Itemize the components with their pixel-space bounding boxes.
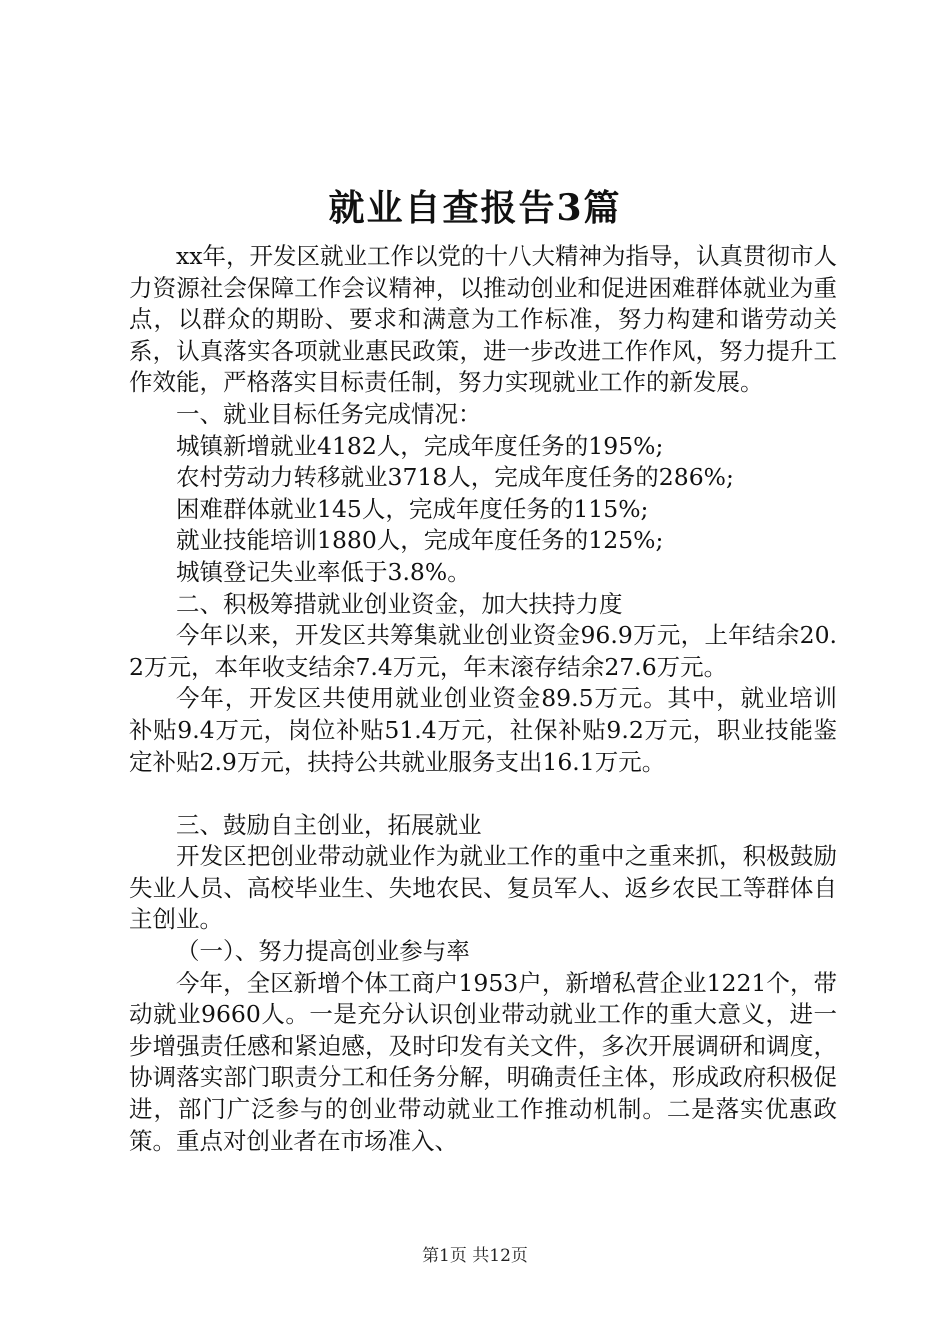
list-item-unemployment-rate: 城镇登记失业率低于3.8%。 xyxy=(176,557,471,586)
section-heading-2: 二、积极筹措就业创业资金，加大扶持力度 xyxy=(176,589,623,618)
paragraph-funds-used: 今年，开发区共使用就业创业资金89.5万元。其中，就业培训补贴9.4万元，岗位补贴51.4万元，社保补贴9.2万元，职业技能鉴定补贴2.9万元，扶持公共就业服务支出16.1万元。 xyxy=(129,684,837,776)
paragraph-new-businesses: 今年，全区新增个体工商户1953户，新增私营企业1221个，带动就业9660人。一是充分认识创业带动就业工作的重大意义，进一步增强责任感和紧迫感，及时印发有关文件，多次开展调研和调度，协调落实部门职责分工和任务分解，明确责任主体，形成政府积极促进，部门广泛参与的创业带动就业工作推动机制。二是落实优惠政策。重点对创业者在市场准入、 xyxy=(129,968,837,1155)
list-item-rural-transfer: 农村劳动力转移就业3718人，完成年度任务的286%; xyxy=(176,463,734,492)
list-item-difficult-groups: 困难群体就业145人，完成年度任务的115%; xyxy=(176,494,649,523)
list-item-skills-training: 就业技能培训1880人，完成年度任务的125%; xyxy=(176,526,664,555)
subsection-heading-1: （一）、努力提高创业参与率 xyxy=(176,937,470,966)
document-title: 就业自查报告3篇 xyxy=(328,187,622,229)
paragraph-funds-raised: 今年以来，开发区共筹集就业创业资金96.9万元，上年结余20.2万元，本年收支结余7.4万元，年末滚存结余27.6万元。 xyxy=(129,621,837,681)
paragraph-entrepreneurship: 开发区把创业带动就业作为就业工作的重中之重来抓，积极鼓励失业人员、高校毕业生、失地农民、复员军人、返乡农民工等群体自主创业。 xyxy=(129,842,837,934)
page-footer: 第1页 共12页 xyxy=(422,1246,528,1266)
section-heading-3: 三、鼓励自主创业，拓展就业 xyxy=(176,810,482,839)
list-item-urban-employment: 城镇新增就业4182人，完成年度任务的195%; xyxy=(176,431,664,460)
document-body xyxy=(129,241,837,1157)
paragraph-intro: xx年，开发区就业工作以党的十八大精神为指导，认真贯彻市人力资源社会保障工作会议精神，以推动创业和促进困难群体就业为重点，以群众的期盼、要求和满意为工作标准，努力构建和谐劳动关系，认真落实各项就业惠民政策，进一步改进工作作风，努力提升工作效能，严格落实目标责任制，努力实现就业工作的新发展。 xyxy=(129,242,838,397)
section-heading-1: 一、就业目标任务完成情况： xyxy=(176,399,482,428)
